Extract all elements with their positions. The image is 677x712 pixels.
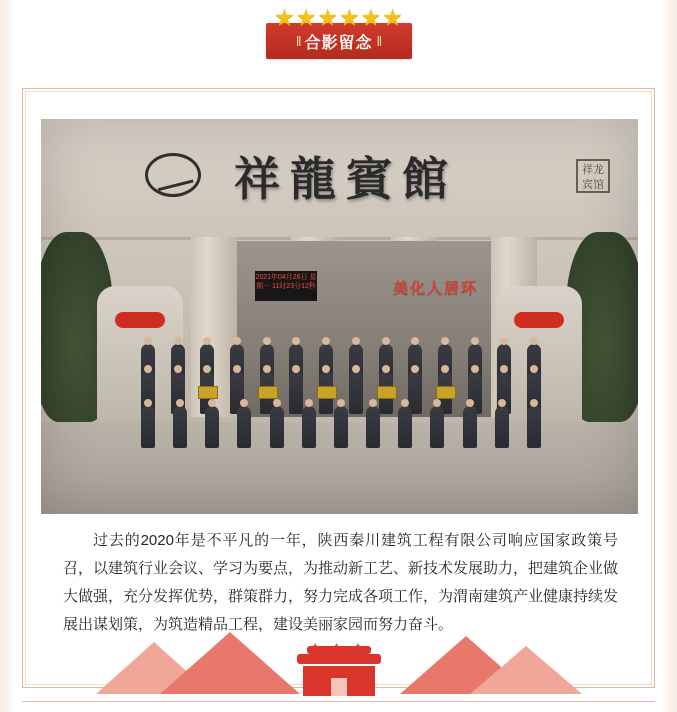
star-row — [274, 6, 403, 29]
hotel-signboard-text: 祥龍賓館 — [234, 152, 458, 206]
title-left-bar: ‖ — [295, 33, 301, 49]
group-photo — [41, 119, 638, 514]
mountain-shape — [470, 646, 582, 694]
right-decorative-band — [663, 0, 677, 712]
star-icon: ★ — [360, 4, 382, 30]
star-icon: ★ — [382, 4, 403, 30]
photo-vignette — [41, 119, 638, 514]
page-title: 合影留念 — [304, 34, 373, 52]
header — [0, 0, 677, 78]
title-right-bar: ‖ — [376, 33, 382, 49]
red-banner-text: 美化人居环 — [393, 280, 479, 297]
photo-scene — [41, 119, 638, 514]
star-icon: ★ — [274, 4, 295, 30]
star-icon: ★ — [295, 4, 317, 30]
mountain-shape — [160, 632, 300, 694]
gate-upper-roof — [307, 646, 371, 654]
footer-divider — [22, 701, 655, 702]
article-paragraph: 过去的2020年是不平凡的一年，陕西秦川建筑工程有限公司响应国家政策号召，以建筑行业会议、学习为要点，为推动新工艺、新技术发展助力，把建筑企业做大做强，充分发挥优势，群策群力，努力完成各项工作，为渭南建筑产业健康持续发展出谋划策，为筑造精品工程，建设美丽家园而努力奋斗。 — [63, 532, 619, 633]
content-card — [22, 88, 655, 688]
gate-body — [303, 666, 375, 696]
star-icon: ★ — [339, 4, 360, 30]
led-clock-display: 2021年04月26日 星期一 11时23分12秒 — [255, 271, 317, 301]
hotel-signboard-side-text: 祥龙宾馆 — [576, 159, 610, 193]
gate-roof — [297, 654, 381, 664]
footer-decoration — [0, 632, 677, 712]
tiananmen-gate-icon — [293, 644, 385, 698]
star-icon: ★ — [317, 4, 338, 30]
left-decorative-band — [0, 0, 14, 712]
